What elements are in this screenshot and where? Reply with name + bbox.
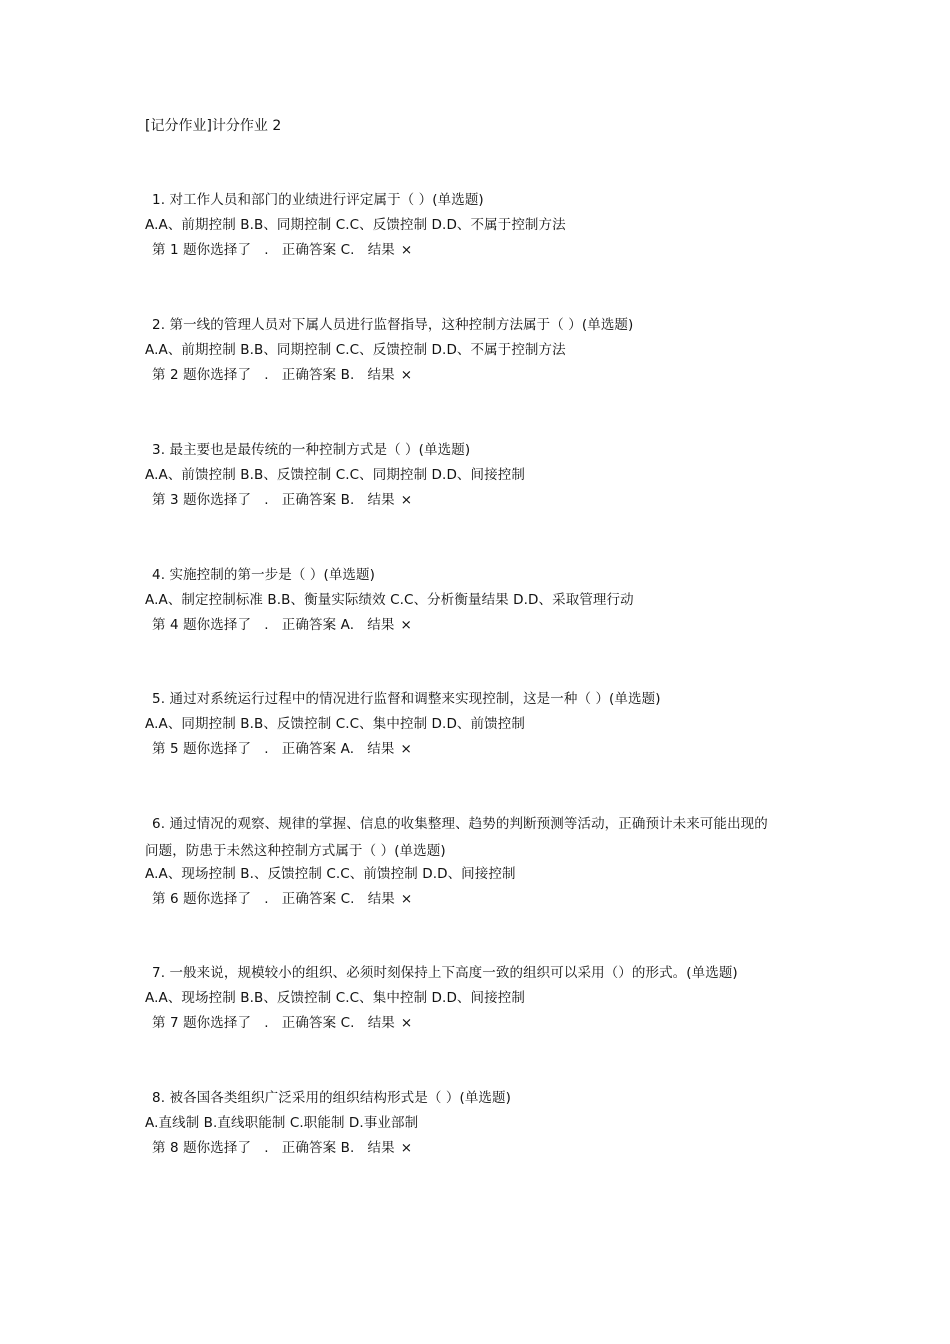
question-text: 1. 对工作人员和部门的业绩进行评定属于（ ）(单选题) bbox=[152, 192, 484, 208]
question-options: A.A、前期控制 B.B、同期控制 C.C、反馈控制 D.D、不属于控制方法 bbox=[145, 217, 566, 233]
document-title: [记分作业]计分作业 2 bbox=[145, 118, 282, 134]
result-text: 第 7 题你选择了 . 正确答案 C. 结果 bbox=[152, 1015, 395, 1031]
question-text: 3. 最主要也是最传统的一种控制方式是（ ）(单选题) bbox=[152, 442, 471, 458]
question-result bbox=[152, 615, 412, 635]
result-text: 第 8 题你选择了 . 正确答案 B. 结果 bbox=[152, 1140, 395, 1156]
question-options: A.A、前期控制 B.B、同期控制 C.C、反馈控制 D.D、不属于控制方法 bbox=[145, 342, 566, 358]
result-text: 第 4 题你选择了 . 正确答案 A. 结果 bbox=[152, 617, 395, 633]
question-result bbox=[152, 1013, 412, 1033]
wrong-mark-icon: × bbox=[400, 741, 412, 757]
wrong-mark-icon: × bbox=[400, 891, 413, 907]
question-text: 6. 通过情况的观察、规律的掌握、信息的收集整理、趋势的判断预测等活动，正确预计未来可能出现的 bbox=[152, 816, 768, 832]
question-options: A.A、前馈控制 B.B、反馈控制 C.C、同期控制 D.D、间接控制 bbox=[145, 467, 525, 483]
question-text: 4. 实施控制的第一步是（ ）(单选题) bbox=[152, 567, 375, 583]
question-result bbox=[152, 365, 412, 385]
result-text: 第 3 题你选择了 . 正确答案 B. 结果 bbox=[152, 492, 395, 508]
question-options: A.直线制 B.直线职能制 C.职能制 D.事业部制 bbox=[145, 1115, 419, 1131]
result-text: 第 1 题你选择了 . 正确答案 C. 结果 bbox=[152, 242, 395, 258]
question-text: 8. 被各国各类组织广泛采用的组织结构形式是（ ）(单选题) bbox=[152, 1090, 511, 1106]
wrong-mark-icon: × bbox=[400, 242, 413, 258]
result-text: 第 2 题你选择了 . 正确答案 B. 结果 bbox=[152, 367, 395, 383]
question-text: 7. 一般来说，规模较小的组织、必须时刻保持上下高度一致的组织可以采用（）的形式。(单选题) bbox=[152, 965, 738, 981]
question-text-continued: 问题，防患于未然这种控制方式属于（ ）(单选题) bbox=[145, 843, 446, 859]
wrong-mark-icon: × bbox=[400, 617, 412, 633]
wrong-mark-icon: × bbox=[400, 367, 413, 383]
question-result bbox=[152, 1138, 412, 1158]
question-text: 2. 第一线的管理人员对下属人员进行监督指导，这种控制方法属于（ ）(单选题) bbox=[152, 317, 634, 333]
wrong-mark-icon: × bbox=[400, 1140, 413, 1156]
result-text: 第 5 题你选择了 . 正确答案 A. 结果 bbox=[152, 741, 395, 757]
question-options: A.A、现场控制 B.B、反馈控制 C.C、集中控制 D.D、间接控制 bbox=[145, 990, 525, 1006]
question-result bbox=[152, 739, 412, 759]
result-text: 第 6 题你选择了 . 正确答案 C. 结果 bbox=[152, 891, 395, 907]
wrong-mark-icon: × bbox=[400, 1015, 413, 1031]
question-result bbox=[152, 490, 412, 510]
question-options: A.A、现场控制 B.、反馈控制 C.C、前馈控制 D.D、间接控制 bbox=[145, 866, 516, 882]
question-options: A.A、同期控制 B.B、反馈控制 C.C、集中控制 D.D、前馈控制 bbox=[145, 716, 525, 732]
question-options: A.A、制定控制标准 B.B、衡量实际绩效 C.C、分析衡量结果 D.D、采取管理行动 bbox=[145, 592, 634, 608]
question-text: 5. 通过对系统运行过程中的情况进行监督和调整来实现控制，这是一种（ ）(单选题) bbox=[152, 691, 661, 707]
question-result bbox=[152, 240, 412, 260]
wrong-mark-icon: × bbox=[400, 492, 413, 508]
question-result bbox=[152, 889, 412, 909]
